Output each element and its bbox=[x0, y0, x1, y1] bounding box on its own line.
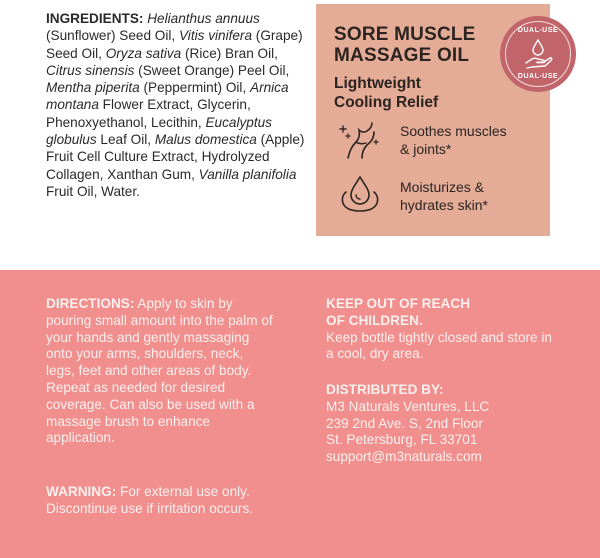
distributor-name: M3 Naturals Ventures, LLC bbox=[326, 398, 490, 414]
directions-text: Apply to skin by pouring small amount into the palm of your hands and gently massaging onto your arms, shoulders, neck, legs, feet and other areas of body. Repeat as needed for desired coverage. Can also be used with a massage brush to enhance application. bbox=[46, 296, 273, 446]
warning-label: WARNING: bbox=[46, 484, 117, 499]
ingredient-text: Leaf Oil, bbox=[96, 132, 155, 148]
ingredient-botanical-name: Oryza sativa bbox=[105, 45, 182, 61]
feature-soothes-line2: & joints* bbox=[400, 141, 452, 157]
ingredient-botanical-name: Malus domestica bbox=[154, 132, 257, 148]
instructions-panel bbox=[0, 270, 600, 558]
keep-out-text: Keep bottle tightly closed and store in a cool, dry area. bbox=[326, 329, 552, 362]
product-title bbox=[334, 24, 476, 66]
distributor-address-line2: St. Petersburg, FL 33701 bbox=[326, 432, 478, 448]
distributor-email: support@m3naturals.com bbox=[326, 449, 482, 465]
ingredients-text bbox=[46, 10, 308, 200]
hand-drop-icon bbox=[523, 38, 553, 70]
warning-block bbox=[46, 484, 274, 518]
feature-moisturizes-line1: Moisturizes & bbox=[400, 179, 485, 195]
distributor-block bbox=[326, 382, 556, 466]
ingredient-text: (Sweet Orange) Peel Oil, bbox=[134, 62, 290, 78]
ingredient-text: (Peppermint) Oil, bbox=[139, 80, 250, 96]
distributor-label: DISTRIBUTED BY: bbox=[326, 382, 444, 397]
ingredient-botanical-name: Helianthus annuus bbox=[147, 11, 260, 26]
muscle-relief-icon bbox=[338, 120, 380, 160]
keep-out-label-line1: KEEP OUT OF REACH bbox=[326, 296, 471, 311]
product-subtitle-line1: Lightweight bbox=[334, 75, 421, 92]
ingredient-text: (Grape) Seed Oil, bbox=[46, 28, 303, 61]
feature-soothes-line1: Soothes muscles bbox=[400, 123, 507, 139]
ingredient-text: (Sunflower) Seed Oil, bbox=[46, 28, 179, 44]
ingredient-text: (Apple) Fruit Cell Culture Extract, Hydrolyzed Collagen, Xanthan Gum, bbox=[46, 132, 305, 182]
feature-moisturizes bbox=[400, 178, 488, 214]
dual-use-badge bbox=[500, 16, 576, 92]
ingredients-label: INGREDIENTS: bbox=[46, 11, 144, 26]
keep-out-label-line2: OF CHILDREN. bbox=[326, 312, 423, 328]
feature-moisturizes-line2: hydrates skin* bbox=[400, 197, 488, 213]
ingredient-botanical-name: Citrus sinensis bbox=[46, 62, 135, 78]
keep-out-block bbox=[326, 296, 556, 363]
product-title-line2: MASSAGE OIL bbox=[334, 45, 470, 66]
water-drop-icon bbox=[338, 174, 382, 214]
product-title-line1: SORE MUSCLE bbox=[334, 24, 476, 45]
ingredient-botanical-name: Vitis vinifera bbox=[178, 28, 253, 44]
ingredient-botanical-name: Mentha piperita bbox=[46, 80, 140, 96]
ingredients-section bbox=[0, 0, 600, 270]
ingredient-botanical-name: Eucalyptus globulus bbox=[46, 114, 272, 148]
ingredient-botanical-name: Vanilla planifolia bbox=[198, 166, 297, 182]
warning-text: For external use only. Discontinue use if irritation occurs. bbox=[46, 484, 254, 516]
directions-label: DIRECTIONS: bbox=[46, 296, 135, 311]
ingredients-list bbox=[46, 11, 304, 199]
product-subtitle-line2: Cooling Relief bbox=[334, 94, 439, 111]
product-card bbox=[316, 4, 559, 236]
ingredient-text: (Rice) Bran Oil, bbox=[181, 45, 278, 61]
ingredient-text: Flower Extract, Glycerin, Phenoxyethanol, Lecithin, bbox=[46, 97, 251, 130]
badge-bottom-text: DUAL-USE bbox=[517, 73, 559, 80]
ingredient-botanical-name: Arnica montana bbox=[46, 80, 289, 113]
ingredient-text: Fruit Oil, Water. bbox=[46, 183, 140, 199]
product-subtitle bbox=[334, 74, 438, 112]
distributor-address-line1: 239 2nd Ave. S, 2nd Floor bbox=[326, 415, 483, 431]
badge-top-text: DUAL-USE bbox=[517, 27, 559, 34]
directions-block bbox=[46, 296, 274, 447]
feature-soothes bbox=[400, 122, 507, 158]
